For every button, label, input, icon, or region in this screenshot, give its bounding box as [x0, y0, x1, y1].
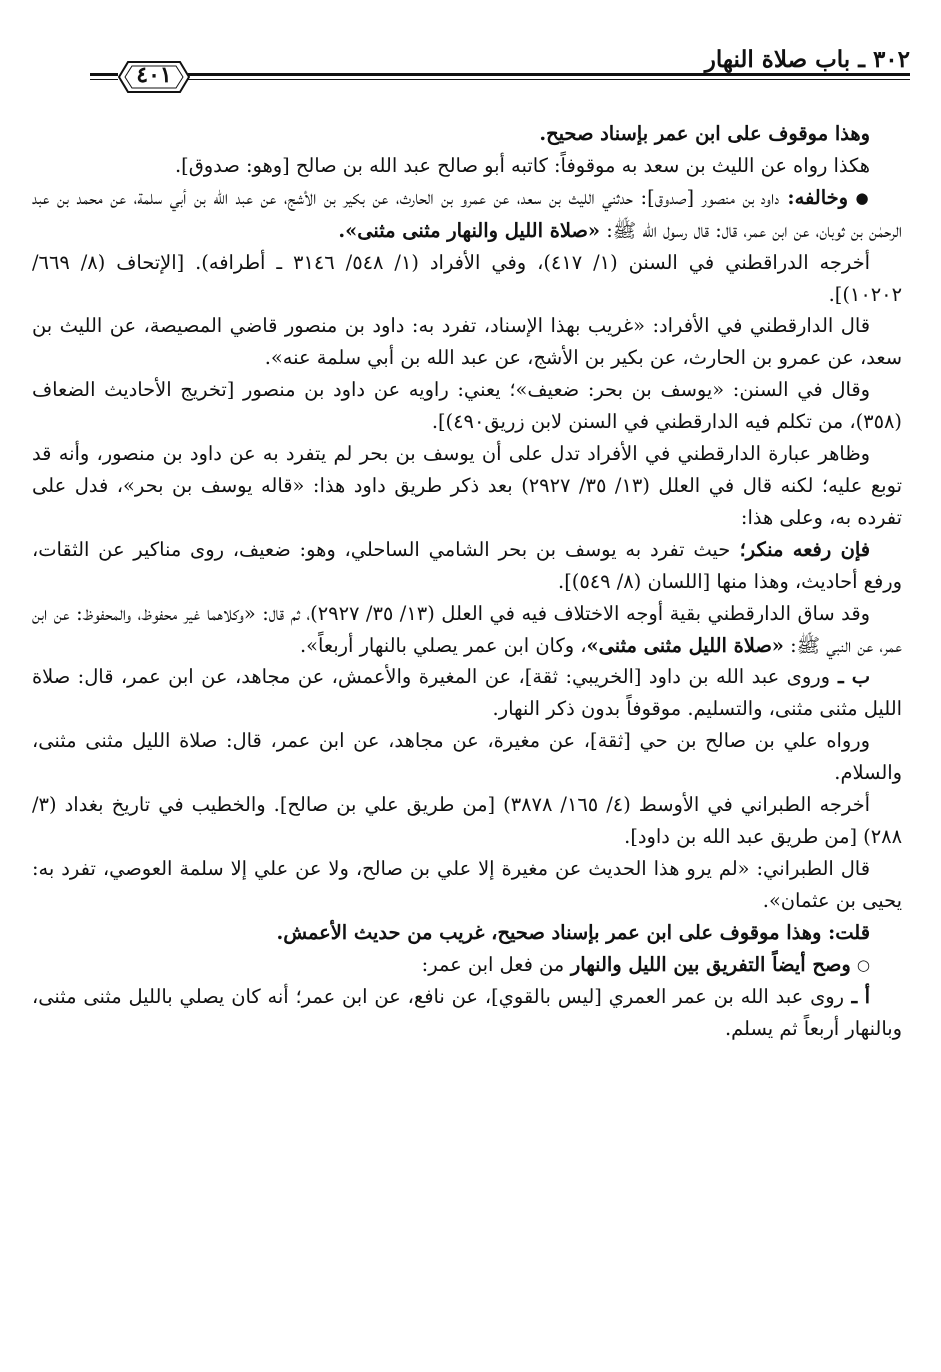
paragraph [32, 853, 902, 917]
paragraph [32, 150, 902, 182]
bold-text: قلت: وهذا موقوف على ابن عمر بإسناد صحيح، غريب من حديث الأعمش. [276, 920, 870, 944]
text: أخرجه الطبراني في الأوسط (٤/ ١٦٥/ ٣٨٧٨) [من طريق علي بن صالح]. والخطيب في تاريخ بغداد (٣/ ٢٨٨) [من طريق عبد الله بن داود]. [32, 793, 902, 848]
paragraph [32, 182, 902, 247]
header-rule-left [90, 73, 118, 76]
text: حيث تفرد به يوسف بن بحر الشامي الساحلي، وهو: ضعيف، روى مناكير عن الثقات، ورفع أحاديث، وهذا منها [اللسان (٨/ ٥٤٩)]. [32, 537, 902, 593]
paragraph [32, 981, 902, 1045]
text: من فعل ابن عمر: [421, 952, 565, 976]
bold-text: «صلاة الليل مثنى مثنى» [586, 633, 784, 657]
bold-text: وخالفه: [779, 185, 848, 209]
text: قال الدارقطني في الأفراد: «غريب بهذا الإسناد، تفرد به: داود بن منصور قاضي المصيصة، عن الليث بن سعد، عن عمرو بن الحارث، عن بكير بن الأشج، عن عبد الله بن أبي سلمة عنه». [32, 314, 902, 370]
header-rule [188, 73, 910, 76]
paragraph [32, 598, 902, 662]
page-number: ٤٠١ [136, 62, 172, 88]
text: هكذا رواه عن الليث بن سعد به موقوفاً: كاتبه أبو صالح عبد الله بن صالح [وهو: صدوق]. [175, 153, 870, 177]
bold-text: وصح أيضاً التفريق بين الليل والنهار [564, 952, 851, 976]
text: روى عبد الله بن عمر العمري [ليس بالقوي]، عن نافع، عن ابن عمر؛ أنه كان يصلي بالليل مثنى مثنى، وبالنهار أربعاً ثم يسلم. [32, 985, 902, 1041]
bold-text: وهذا موقوف على ابن عمر بإسناد صحيح. [539, 122, 870, 145]
bold-text: فإن رفعه منكر؛ [730, 537, 870, 561]
paragraph [32, 534, 902, 598]
paragraph [32, 661, 902, 725]
body-text [32, 118, 902, 1045]
paragraph [32, 789, 902, 853]
header-rule-left-thin [90, 79, 118, 80]
paragraph [32, 917, 902, 949]
paragraph [32, 118, 902, 150]
chapter-title: ٣٠٢ ـ باب صلاة النهار [704, 46, 910, 73]
text: داود بن منصور [صدوق]: حدثني الليث بن سعد، عن عمرو بن الحارث، عن بكير بن الأشج، عن عبد الله بن أبي سلمة، عن محمد بن عبد الرحمٰن بن ثوبان، عن ابن عمر، قال: قال رسول الله ﷺ: [32, 185, 902, 242]
text: أخرجه الدراقطني في السنن (١/ ٤١٧)، وفي الأفراد (١/ ٥٤٨/ ٣١٤٦ ـ أطرافه). [الإتحاف (٨/ ٦٦٩/ ١٠٢٠٢)]. [32, 250, 902, 306]
text: وروى عبد الله بن داود [الخريبي: ثقة]، عن المغيرة والأعمش، عن مجاهد، عن ابن عمر، قال: صلاة الليل مثنى مثنى، والتسليم. موقوفاً بدون ذكر النهار. [32, 665, 902, 721]
paragraph [32, 310, 902, 374]
paragraph [32, 725, 902, 789]
text: قال الطبراني: «لم يرو هذا الحديث عن مغيرة إلا علي بن صالح، ولا عن علي إلا سلمة العوصي، تفرد به: يحيى بن عثمان». [32, 856, 902, 912]
text: وظاهر عبارة الدارقطني في الأفراد تدل على أن يوسف بن بحر لم يتفرد به عن داود بن منصور، وأنه قد توبع عليه؛ لكنه قال في العلل (١٣/ ٣٥/ ٢٩٢٧) بعد ذكر طريق داود هذا: «قاله يوسف بن بحر»، فدل على تفرده به، وعلى هذا: [32, 442, 902, 529]
text: ورواه علي بن صالح بن حي [ثقة]، عن مغيرة، عن مجاهد، عن ابن عمر، قال: صلاة الليل مثنى مثنى، والسلام. [32, 729, 902, 785]
bold-text: «صلاة الليل والنهار مثنى مثنى». [338, 218, 601, 242]
circle-bullet-icon: ○ [856, 955, 870, 974]
paragraph [32, 374, 902, 438]
text: وقال في السنن: «يوسف بن بحر: ضعيف»؛ يعني: راويه عن داود بن منصور [تخريج الأحاديث الضعاف (٣٥٨)، من تكلم فيه الدارقطني في السنن لابن زريق٤٩٠)]. [32, 378, 902, 434]
bold-text: ب ـ [829, 665, 870, 689]
bold-text: أ ـ [844, 985, 870, 1009]
paragraph [32, 247, 902, 311]
header-rule-thin [188, 79, 910, 80]
bullet-icon: ● [855, 188, 870, 207]
page-header [30, 38, 910, 118]
paragraph [32, 438, 902, 534]
text: وقد ساق الدارقطني بقية أوجه الاختلاف فيه في العلل (١٣/ ٣٥/ ٢٩٢٧)، ثم قال: «وكلاهما غير محفوظ، والمحفوظ: عن ابن عمر، عن النبي ﷺ: [32, 601, 902, 657]
text: ، وكان ابن عمر يصلي بالنهار أربعاً». [299, 633, 587, 657]
paragraph [32, 949, 902, 982]
